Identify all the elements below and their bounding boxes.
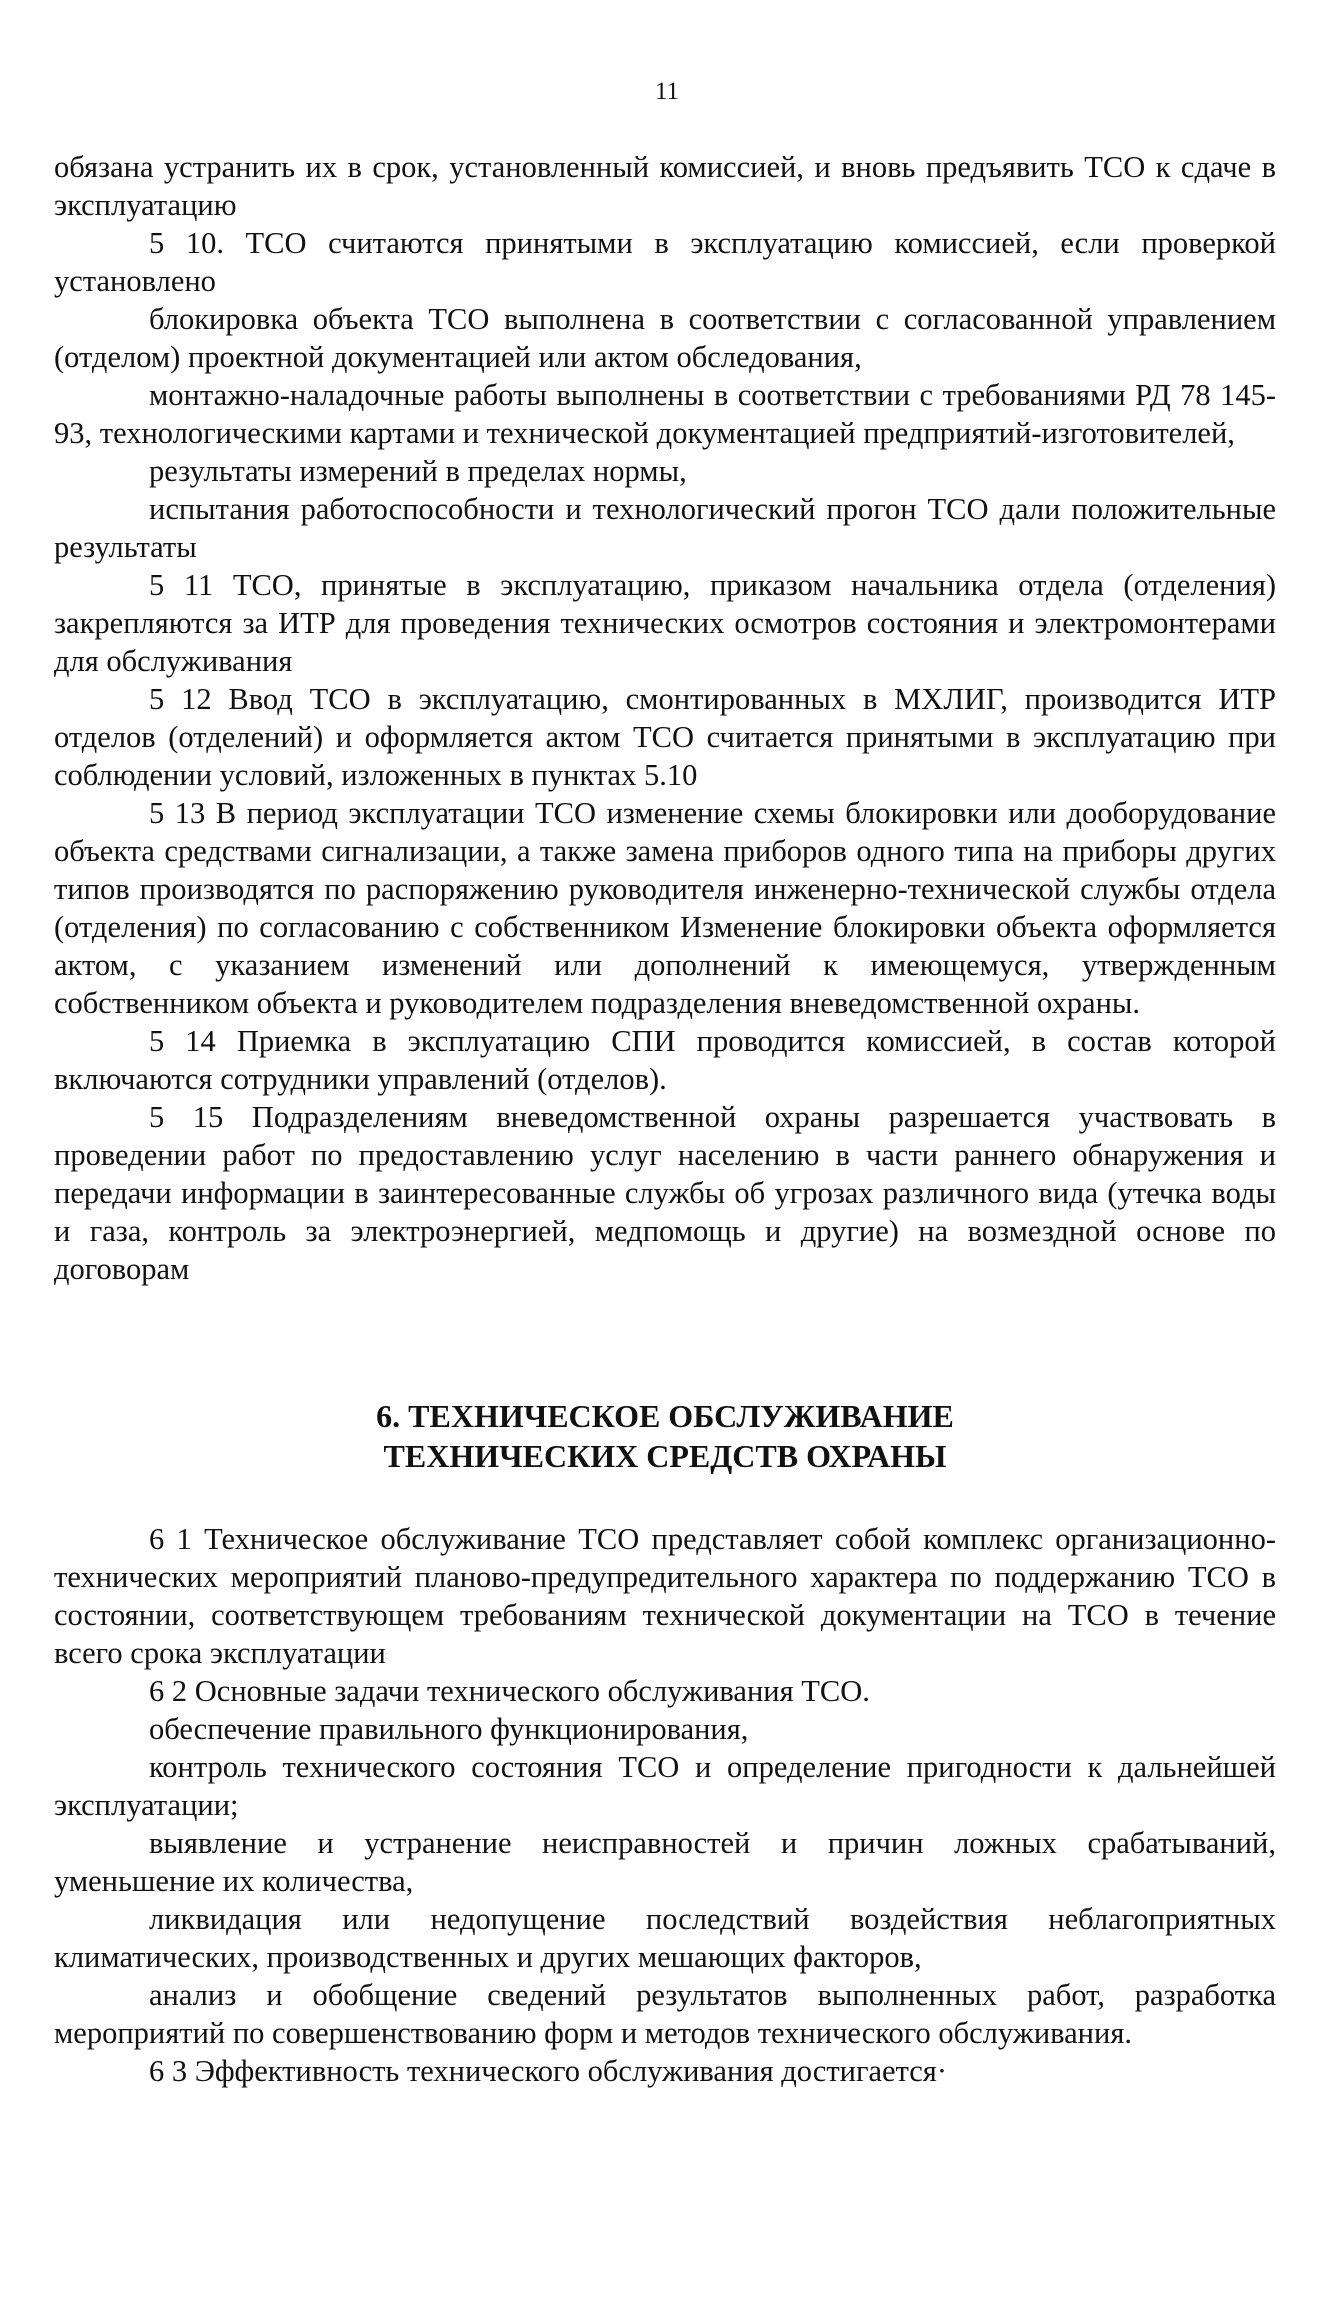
paragraph-5-12: 5 12 Ввод ТСО в эксплуатацию, смонтированных в МХЛИГ, производится ИТР отделов (отделений) и оформляется актом ТСО считается принятыми в эксплуатацию при соблюдении условий, изложенных в пунктах 5.10 xyxy=(54,682,1276,792)
paragraph-5-14: 5 14 Приемка в эксплуатацию СПИ проводится комиссией, в состав которой включаются сотрудники управлений (отделов). xyxy=(54,1024,1276,1096)
paragraph-5-10: 5 10. ТСО считаются принятыми в эксплуатацию комиссией, если проверкой установлено xyxy=(54,226,1276,298)
section-heading-line2: ТЕХНИЧЕСКИХ СРЕДСТВ ОХРАНЫ xyxy=(383,1438,947,1474)
page-number: 11 xyxy=(654,78,680,105)
paragraph-5-13: 5 13 В период эксплуатации ТСО изменение схемы блокировки или дооборудование объекта средствами сигнализации, а также замена приборов одного типа на приборы других типов производятся по распоряжению руководителя инженерно-технической службы отдела (отделения) по согласованию с собственником Изменение блокировки объекта оформляется актом, с указанием изменений или дополнений к имеющемуся, утвержденным собственником объекта и руководителем подразделения вневедомственной охраны. xyxy=(54,796,1276,1020)
list-item: результаты измерений в пределах нормы, xyxy=(149,454,687,488)
list-item: монтажно-наладочные работы выполнены в соответствии с требованиями РД 78 145-93, технологическими картами и технической документацией предприятий-изготовителей, xyxy=(54,378,1276,450)
paragraph: обязана устранить их в срок, установленный комиссией, и вновь предъявить ТСО к сдаче в эксплуатацию xyxy=(54,150,1276,222)
list-item: испытания работоспособности и технологический прогон ТСО дали положительные результаты xyxy=(54,492,1276,564)
spacer xyxy=(54,1476,1276,1520)
list-item: блокировка объекта ТСО выполнена в соответствии с согласованной управлением (отделом) проектной документацией или актом обследования, xyxy=(54,302,1276,374)
document-body xyxy=(54,148,1276,2090)
list-item: обеспечение правильного функционирования, xyxy=(149,1712,749,1746)
paragraph-5-15: 5 15 Подразделениям вневедомственной охраны разрешается участвовать в проведении работ по предоставлению услуг населению в части раннего обнаружения и передачи информации в заинтересованные службы об угрозах различного вида (утечка воды и газа, контроль за электроэнергией, медпомощь и другие) на возмездной основе по договорам xyxy=(54,1100,1276,1286)
list-item: ликвидация или недопущение последствий воздействия неблагоприятных климатических, производственных и других мешающих факторов, xyxy=(54,1902,1276,1974)
paragraph-6-2: 6 2 Основные задачи технического обслуживания ТСО. xyxy=(149,1674,870,1708)
list-item: выявление и устранение неисправностей и причин ложных срабатываний, уменьшение их количества, xyxy=(54,1826,1276,1898)
section-heading: 6. ТЕХНИЧЕСКОЕ ОБСЛУЖИВАНИЕ xyxy=(376,1398,954,1434)
paragraph-6-3: 6 3 Эффективность технического обслуживания достигается· xyxy=(149,2054,947,2088)
paragraph-6-1: 6 1 Техническое обслуживание ТСО представляет собой комплекс организационно-технических мероприятий планово-предупредительного характера по поддержанию ТСО в состоянии, соответствующем требованиям технической документации на ТСО в течение всего срока эксплуатации xyxy=(54,1522,1276,1670)
list-item: контроль технического состояния ТСО и определение пригодности к дальнейшей эксплуатации; xyxy=(54,1750,1276,1822)
spacer xyxy=(54,1288,1276,1396)
list-item: анализ и обобщение сведений результатов выполненных работ, разработка мероприятий по совершенствованию форм и методов технического обслуживания. xyxy=(54,1978,1276,2050)
paragraph-5-11: 5 11 ТСО, принятые в эксплуатацию, приказом начальника отдела (отделения) закрепляются за ИТР для проведения технических осмотров состояния и электромонтерами для обслуживания xyxy=(54,568,1276,678)
